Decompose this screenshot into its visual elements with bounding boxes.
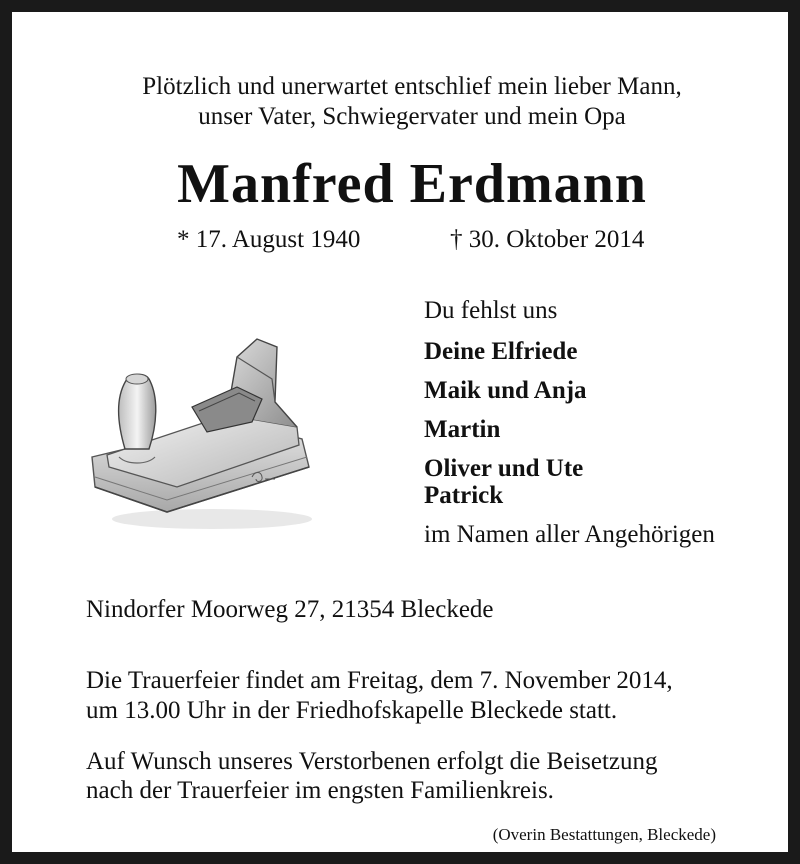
signature-opening: Du fehlst uns [424,297,558,324]
signature-name: Maik und Anja [424,377,587,404]
deceased-name: Manfred Erdmann [177,153,647,215]
birth-date: * 17. August 1940 [177,226,361,253]
burial-line-2: nach der Trauerfeier im engsten Familienkreis. [86,777,554,804]
address: Nindorfer Moorweg 27, 21354 Bleckede [86,596,494,623]
signature-name: Patrick [424,482,504,509]
funeral-line-2: um 13.00 Uhr in der Friedhofskapelle Bleckede statt. [86,697,618,724]
wood-plane-drawing [87,327,317,537]
signature-name: Deine Elfriede [424,338,578,365]
intro-line-2: unser Vater, Schwiegervater und mein Opa [198,103,626,130]
burial-line-1: Auf Wunsch unseres Verstorbenen erfolgt die Beisetzung [86,748,658,775]
wood-plane-icon [87,327,317,537]
signature-name: Martin [424,416,501,443]
signature-closing: im Namen aller Angehörigen [424,521,715,548]
undertaker-credit: (Overin Bestattungen, Bleckede) [492,825,716,844]
death-date: † 30. Oktober 2014 [450,226,645,253]
funeral-line-1: Die Trauerfeier findet am Freitag, dem 7. November 2014, [86,667,673,694]
signature-name: Oliver und Ute [424,455,584,482]
intro-line-1: Plötzlich und unerwartet entschlief mein lieber Mann, [142,73,682,100]
